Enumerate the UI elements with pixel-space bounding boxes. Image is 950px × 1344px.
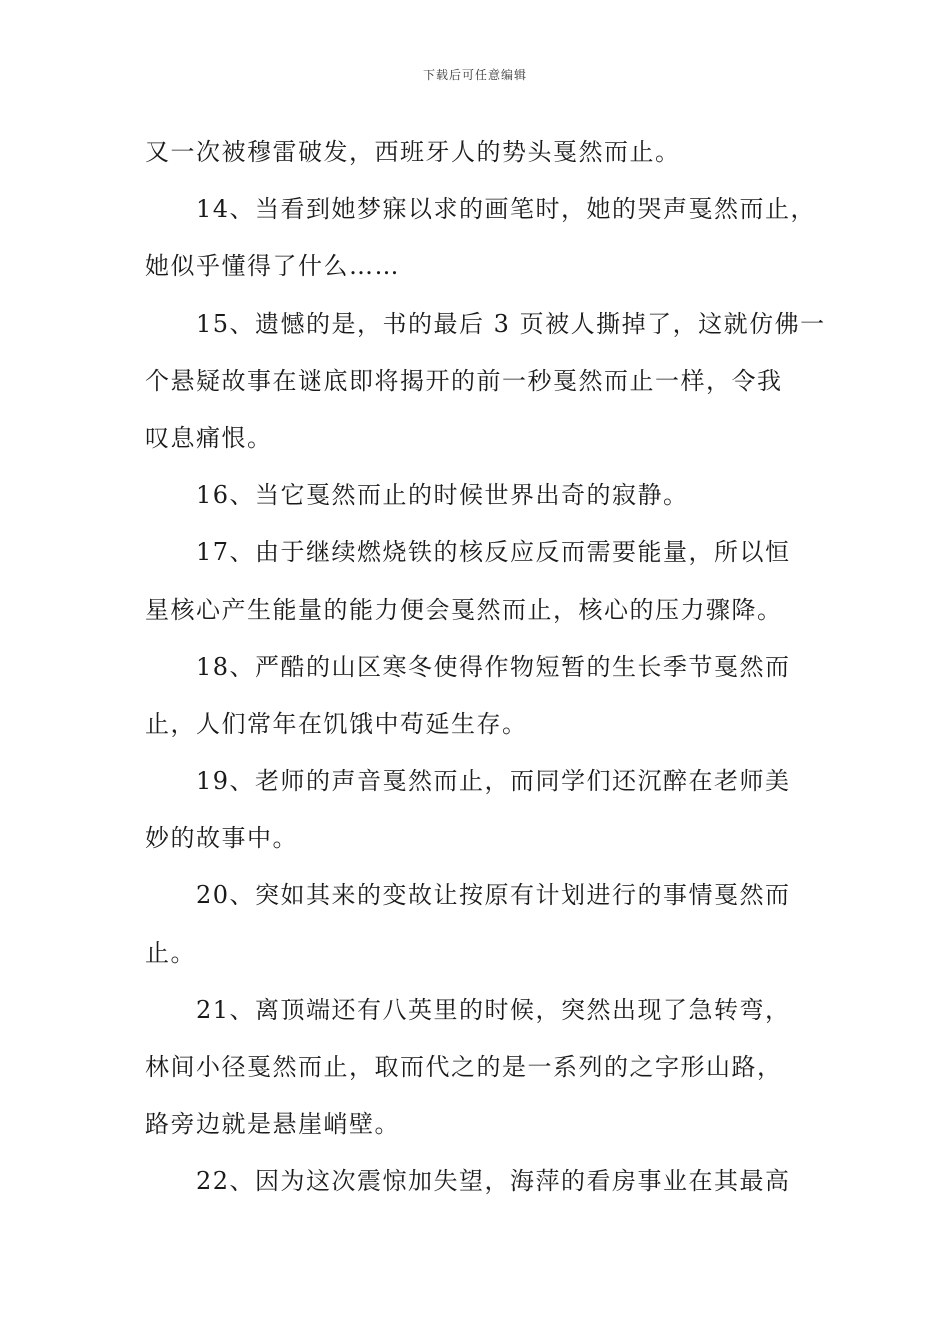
text-line: 止，人们常年在饥饿中苟延生存。 xyxy=(145,709,528,738)
document-body xyxy=(145,128,826,1215)
text-line: 15、遗憾的是，书的最后 3 页被人撕掉了，这就仿佛一 xyxy=(196,309,826,338)
text-line: 17、由于继续燃烧铁的核反应反而需要能量，所以恒 xyxy=(196,538,791,567)
text-line: 19、老师的声音戛然而止，而同学们还沉醉在老师美 xyxy=(196,767,791,796)
text-line: 16、当它戛然而止的时候世界出奇的寂静。 xyxy=(196,481,689,510)
text-line: 林间小径戛然而止，取而代之的是一系列的之字形山路， xyxy=(145,1053,783,1081)
text-line: 20、突如其来的变故让按原有计划进行的事情戛然而 xyxy=(196,881,791,910)
text-line: 18、严酷的山区寒冬使得作物短暂的生长季节戛然而 xyxy=(196,652,791,681)
text-line: 又一次被穆雷破发，西班牙人的势头戛然而止。 xyxy=(145,138,681,166)
text-line: 路旁边就是悬崖峭壁。 xyxy=(145,1110,400,1139)
text-line: 星核心产生能量的能力便会戛然而止，核心的压力骤降。 xyxy=(145,595,783,624)
text-line: 22、因为这次震惊加失望，海萍的看房事业在其最高 xyxy=(196,1167,791,1196)
text-line: 个悬疑故事在谜底即将揭开的前一秒戛然而止一样，令我 xyxy=(145,366,783,395)
text-line: 21、离顶端还有八英里的时候，突然出现了急转弯， xyxy=(196,995,791,1024)
page-header: 下载后可任意编辑 xyxy=(422,68,527,82)
text-line: 叹息痛恨。 xyxy=(145,423,273,452)
text-line: 14、当看到她梦寐以求的画笔时，她的哭声戛然而止， xyxy=(196,195,817,224)
text-line: 妙的故事中。 xyxy=(145,824,298,853)
text-line: 她似乎懂得了什么…… xyxy=(145,252,400,281)
text-line: 止。 xyxy=(145,938,196,967)
